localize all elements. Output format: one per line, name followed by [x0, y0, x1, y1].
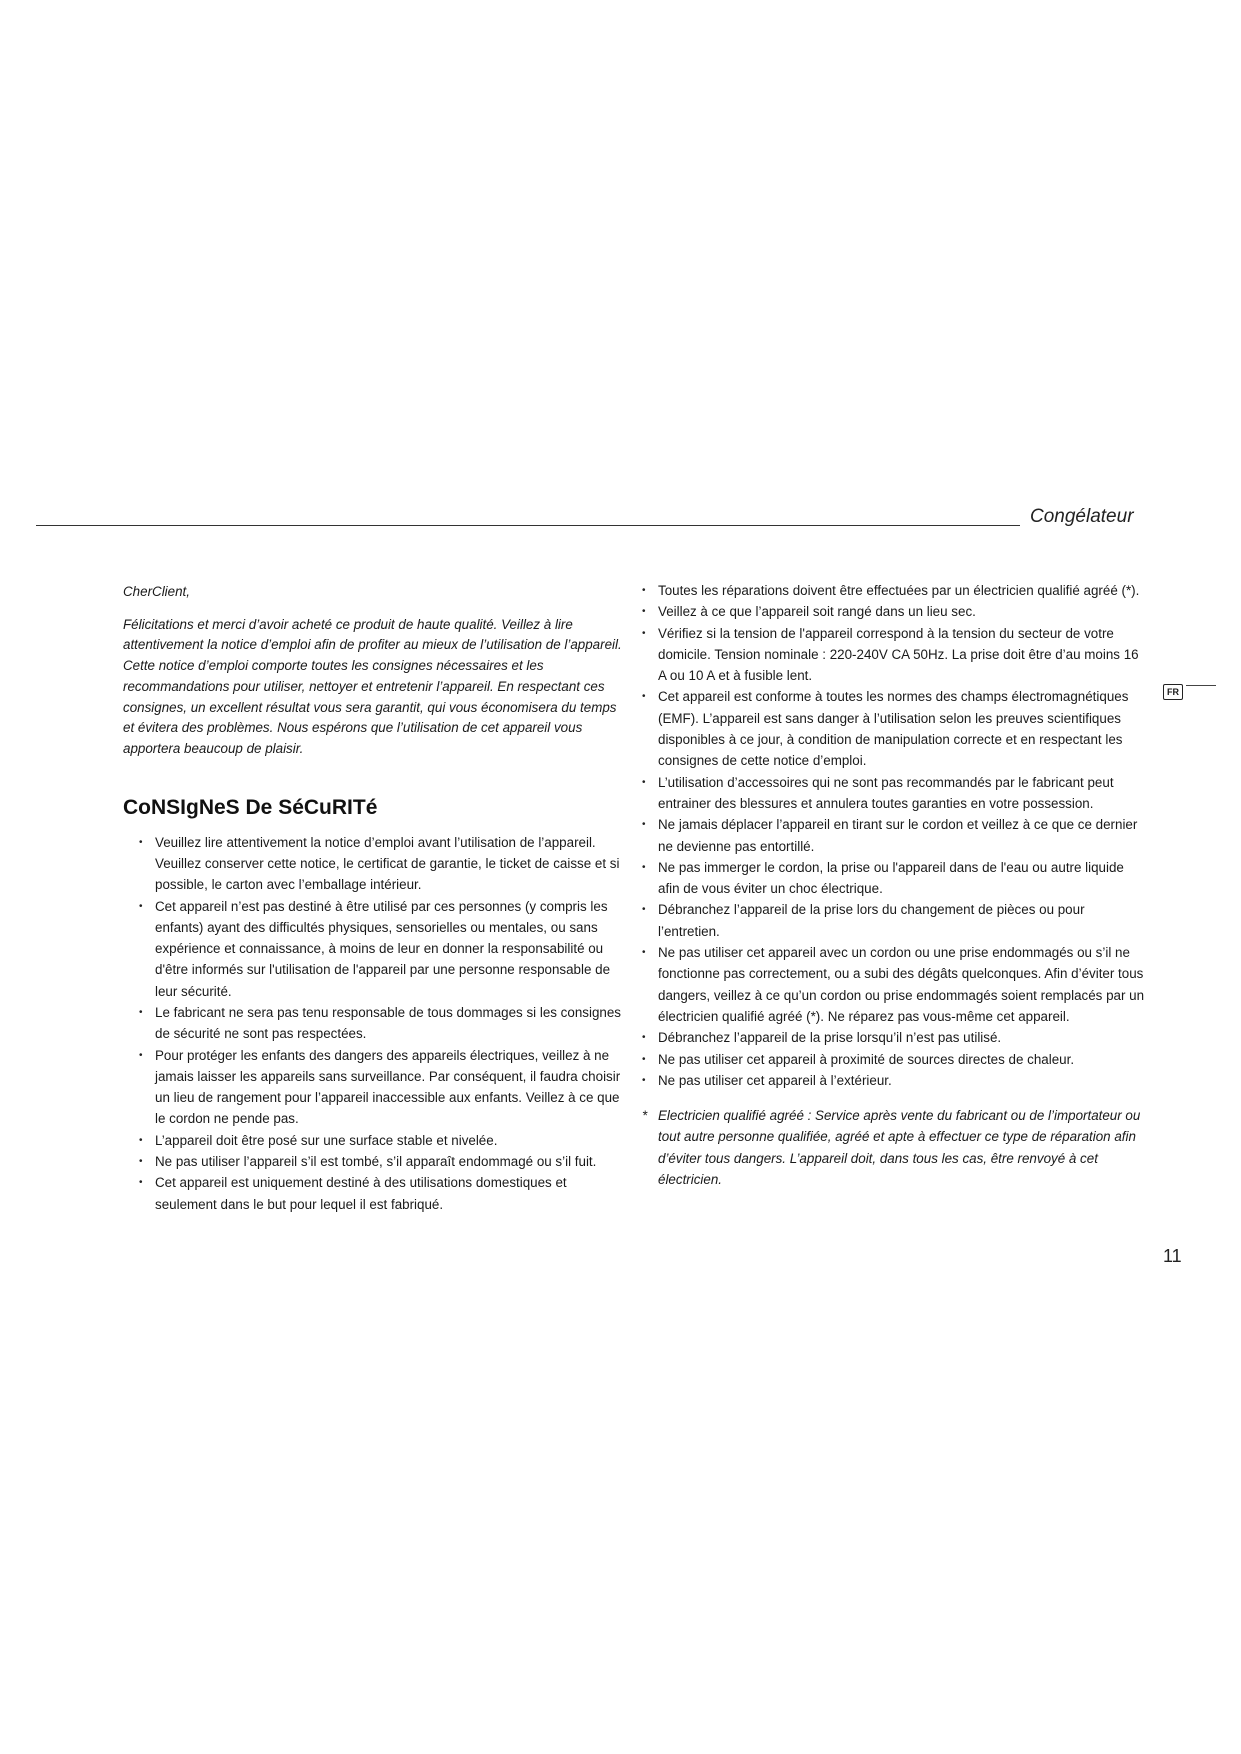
footnote-text: Electricien qualifié agréé : Service après vente du fabricant ou de l’importateur ou tout autre personne qualifiée, agréé et apte à effectuer ce type de réparation afin d’éviter tous dangers. L’appareil doit, dans tous les cas, être renvoyé à cet électricien.	[658, 1108, 1141, 1188]
intro-block	[123, 582, 629, 760]
right-column	[642, 580, 1145, 1190]
list-item: • Débranchez l’appareil de la prise lorsqu’il n’est pas utilisé.	[642, 1027, 1145, 1048]
list-item: • Pour protéger les enfants des dangers des appareils électriques, veillez à ne jamais laisser les appareils sans surveillance. Par conséquent, il faudra choisir un lieu de rangement pour l’appareil inaccessible aux enfants. Veillez à ce que le cordon ne pende pas.	[139, 1045, 629, 1130]
list-item: • L’appareil doit être posé sur une surface stable et nivelée.	[139, 1130, 629, 1151]
footnote	[642, 1105, 1145, 1190]
list-item: • Ne jamais déplacer l’appareil en tirant sur le cordon et veillez à ce que ce dernier ne devienne pas entortillé.	[642, 814, 1145, 857]
left-column	[123, 582, 629, 1215]
list-item: • Ne pas utiliser cet appareil à proximité de sources directes de chaleur.	[642, 1049, 1145, 1070]
language-tab-line	[1186, 685, 1216, 686]
list-item: • Ne pas immerger le cordon, la prise ou l'appareil dans de l'eau ou autre liquide afin de vous éviter un choc électrique.	[642, 857, 1145, 900]
list-item: • Le fabricant ne sera pas tenu responsable de tous dommages si les consignes de sécurité ne sont pas respectées.	[139, 1002, 629, 1045]
list-item: • Cet appareil n’est pas destiné à être utilisé par ces personnes (y compris les enfants) ayant des difficultés physiques, sensorielles ou mentales, ou sans expérience et connaissance, à moins de leur en donner la responsabilité ou d'être informés sur l'utilisation de l'appareil par une personne responsable de leur sécurité.	[139, 896, 629, 1002]
list-item: • Ne pas utiliser l’appareil s’il est tombé, s’il apparaît endommagé ou s’il fuit.	[139, 1151, 629, 1172]
list-item: • Toutes les réparations doivent être effectuées par un électricien qualifié agréé (*).	[642, 580, 1145, 601]
list-item: • Ne pas utiliser cet appareil à l’extérieur.	[642, 1070, 1145, 1091]
footnote-mark: *	[642, 1108, 648, 1124]
list-item: • Ne pas utiliser cet appareil avec un cordon ou une prise endommagés ou s’il ne fonctionne pas correctement, ou a subi des dégâts quelconques. Afin d’éviter tous dangers, veillez à ce qu’un cordon ou prise endommagés soient remplacés par un électricien qualifié agréé (*). Ne réparez pas vous-même cet appareil.	[642, 942, 1145, 1027]
list-item: • Veillez à ce que l’appareil soit rangé dans un lieu sec.	[642, 601, 1145, 622]
header-rule	[36, 525, 1020, 526]
intro-paragraph: Félicitations et merci d’avoir acheté ce produit de haute qualité. Veillez à lire attentivement la notice d’emploi afin de profiter au mieux de l’utilisation de l’appareil. Cette notice d’emploi comporte toutes les consignes nécessaires et les recommandations pour utiliser, nettoyer et entretenir l’appareil. En respectant ces consignes, un excellent résultat vous sera garantit, qui vous économisera du temps et évitera des problèmes. Nous espérons que l’utilisation de cet appareil vous apportera beaucoup de plaisir.	[123, 616, 622, 756]
left-bullet-list	[139, 832, 629, 1215]
section-title: CoNSIgNeS De SéCuRITé	[123, 795, 378, 819]
list-item: • Débranchez l’appareil de la prise lors du changement de pièces ou pour l’entretien.	[642, 899, 1145, 942]
list-item: • L’utilisation d’accessoires qui ne sont pas recommandés par le fabricant peut entrainer des blessures et annulera toutes garanties en votre possession.	[642, 772, 1145, 815]
right-bullet-list	[642, 580, 1145, 1091]
list-item: • Vérifiez si la tension de l'appareil correspond à la tension du secteur de votre domicile. Tension nominale : 220-240V CA 50Hz. La prise doit être d’au moins 16 A ou 10 A et à fusible lent.	[642, 623, 1145, 687]
page-header-title: Congélateur	[1030, 506, 1134, 527]
list-item: • Cet appareil est conforme à toutes les normes des champs électromagnétiques (EMF). L’appareil est sans danger à l’utilisation selon les preuves scientifiques disponibles à ce jour, à condition de manipulation correcte et en respectant les consignes de cette notice d’emploi.	[642, 686, 1145, 771]
greeting: CherClient,	[123, 584, 190, 599]
language-badge: FR	[1163, 684, 1183, 700]
list-item: • Cet appareil est uniquement destiné à des utilisations domestiques et seulement dans le but pour lequel il est fabriqué.	[139, 1172, 629, 1215]
list-item: • Veuillez lire attentivement la notice d’emploi avant l’utilisation de l’appareil. Veuillez conserver cette notice, le certificat de garantie, le ticket de caisse et si possible, le carton avec l’emballage intérieur.	[139, 832, 629, 896]
page-number: 11	[1163, 1246, 1182, 1266]
